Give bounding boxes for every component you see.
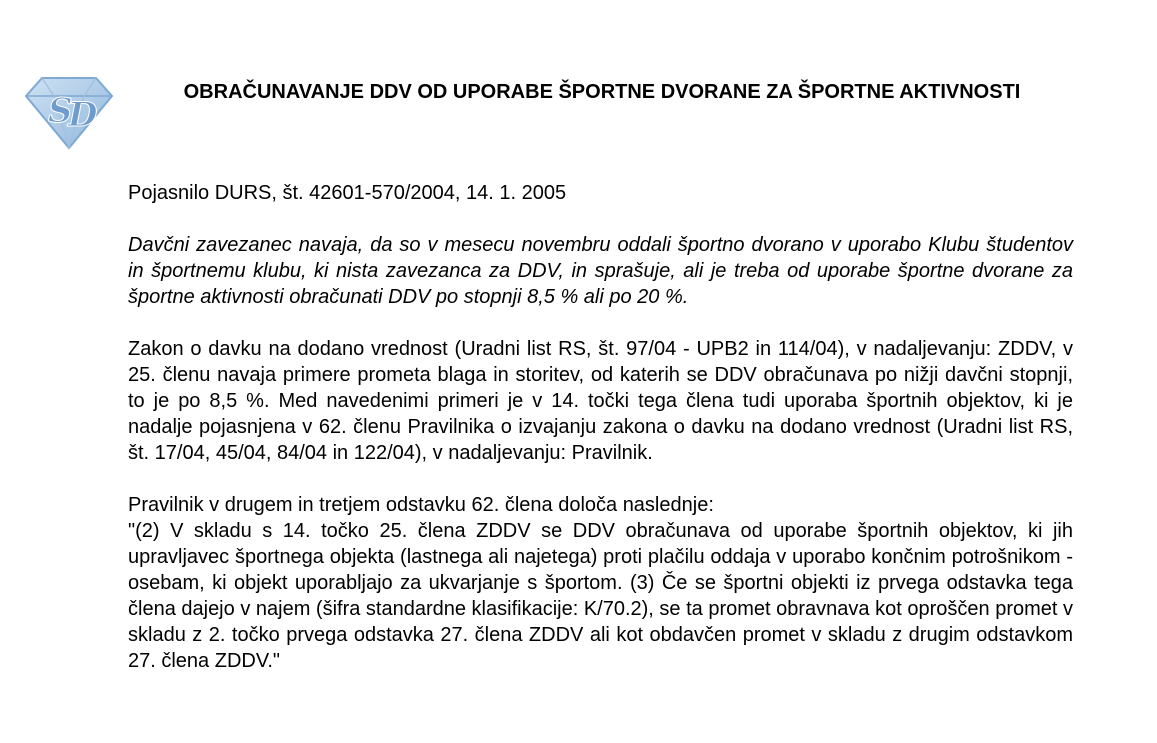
sd-logo-icon	[24, 74, 114, 150]
svg-text:D: D	[68, 95, 98, 135]
document-reference: Pojasnilo DURS, št. 42601-570/2004, 14. 1. 2005	[128, 182, 567, 204]
body-paragraph-2-intro: Pravilnik v drugem in tretjem odstavku 62. člena določa naslednje:	[128, 494, 714, 516]
document-body	[128, 180, 1073, 700]
body-paragraph-2-quote: "(2) V skladu s 14. točko 25. člena ZDDV se DDV obračunava od uporabe športnih objektov, ki jih upravljavec športnega objekta (lastnega ali najetega) proti plačilu oddaja v uporabo končnim potrošnikom - osebam, ki objekt uporabljajo za ukvarjanje s športom. (3) Če se športni objekti iz prvega odstavka tega člena dajejo v najem (šifra standardne klasifikacije: K/70.2), se ta promet obravnava kot oproščen promet v skladu z 2. točko prvega odstavka 27. člena ZDDV ali kot obdavčen promet v skladu z drugim odstavkom 27. člena ZDDV."	[128, 520, 1073, 672]
body-paragraph-1: Zakon o davku na dodano vrednost (Uradni list RS, št. 97/04 - UPB2 in 114/04), v nadaljevanju: ZDDV, v 25. členu navaja primere prometa blaga in storitev, od katerih se DDV obračunava po nižji davčni stopnji, to je po 8,5 %. Med navedenimi primeri je v 14. točki tega člena tudi uporaba športnih objektov, ki je nadalje pojasnjena v 62. členu Pravilnika o izvajanju zakona o davku na dodano vrednost (Uradni list RS, št. 17/04, 45/04, 84/04 in 122/04), v nadaljevanju: Pravilnik.	[128, 338, 1073, 464]
svg-text:S: S	[48, 91, 73, 131]
question-paragraph: Davčni zavezanec navaja, da so v mesecu novembru oddali športno dvorano v uporabo Klubu študentov in športnemu klubu, ki nista zavezanca za DDV, in sprašuje, ali je treba od uporabe športne dvorane za športne aktivnosti obračunati DDV po stopnji 8,5 % ali po 20 %.	[128, 234, 1073, 308]
document-title: OBRAČUNAVANJE DDV OD UPORABE ŠPORTNE DVORANE ZA ŠPORTNE AKTIVNOSTI	[183, 81, 1021, 103]
